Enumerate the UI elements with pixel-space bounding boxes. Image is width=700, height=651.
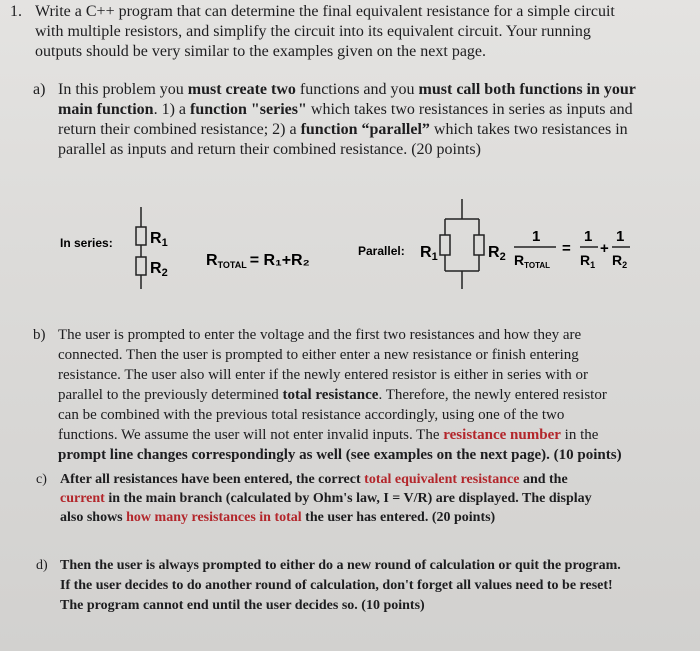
text-span: After all resistances have been entered, the correct bbox=[60, 472, 365, 487]
part-b-line-2: connected. Then the user is prompted to either enter a new resistance or finish entering bbox=[58, 347, 579, 363]
bold-span: function “parallel” bbox=[300, 121, 430, 138]
part-c-text bbox=[60, 470, 695, 527]
denominator-r2: $R_2$ bbox=[612, 252, 628, 270]
question-intro bbox=[35, 2, 695, 62]
numerator-1: 1 bbox=[532, 228, 541, 245]
denominator-rtotal: $R_{TOTAL}$ bbox=[514, 252, 551, 270]
parallel-formula bbox=[514, 228, 630, 270]
series-r1-label: R1 bbox=[150, 230, 168, 249]
text-span: and the bbox=[519, 472, 568, 487]
series-label: In series: bbox=[60, 236, 113, 250]
part-d-line-2: If the user decides to do another round of calculation, don't forget all values need to be reset! bbox=[60, 578, 613, 593]
highlight-span: how many resistances in total bbox=[126, 510, 302, 525]
part-a-line-4: parallel as inputs and return their combined resistance. (20 points) bbox=[58, 141, 481, 158]
bold-span: must create two bbox=[187, 81, 296, 98]
part-c-line-3 bbox=[60, 508, 695, 527]
part-c-line-1 bbox=[60, 470, 695, 489]
series-resistor-symbol bbox=[136, 207, 146, 289]
series-formula: RTOTAL = R₁+R₂ bbox=[206, 252, 310, 270]
resistor-diagram bbox=[0, 185, 700, 315]
text-span: return their combined resistance; 2) a bbox=[58, 121, 301, 138]
text-span: which takes two resistances in bbox=[429, 121, 628, 138]
part-d-line-3: The program cannot end until the user decides so. (10 points) bbox=[60, 598, 425, 613]
denominator-r1: $R_1$ bbox=[580, 252, 596, 270]
parallel-label: Parallel: bbox=[358, 244, 405, 258]
part-b-label: b) bbox=[33, 327, 46, 343]
part-d-line-1: Then the user is always prompted to either do a new round of calculation or quit the program. bbox=[60, 558, 621, 573]
part-a-text bbox=[58, 80, 693, 160]
text-span: parallel to the previously determined bbox=[58, 387, 283, 403]
intro-line-1: Write a C++ program that can determine the final equivalent resistance for a simple circuit bbox=[35, 3, 615, 20]
text-span: in the main branch (calculated by Ohm's law, I = V/R) are displayed. The display bbox=[104, 491, 592, 506]
bold-span: main function bbox=[58, 101, 154, 118]
text-span: also shows bbox=[60, 510, 127, 525]
numerator-1: 1 bbox=[584, 228, 593, 245]
text-span: . 1) a bbox=[153, 101, 191, 118]
question-number: 1. bbox=[10, 3, 22, 20]
part-d-text bbox=[60, 556, 695, 616]
intro-line-3: outputs should be very similar to the examples given on the next page. bbox=[35, 43, 487, 60]
highlight-span: current bbox=[60, 491, 105, 506]
part-a-label: a) bbox=[33, 81, 46, 98]
parallel-r1-label: R1 bbox=[420, 244, 438, 263]
part-d-label: d) bbox=[36, 558, 48, 573]
text-span: functions and you bbox=[295, 81, 419, 98]
text-span: In this problem you bbox=[58, 81, 188, 98]
part-b-line-5: can be combined with the previous total resistance accordingly, using one of the two bbox=[58, 407, 565, 423]
numerator-1: 1 bbox=[616, 228, 625, 245]
bold-span: must call both functions in your bbox=[418, 81, 636, 98]
part-b-line-3: resistance. The user also will enter if the newly entered resistor is either in series with or bbox=[58, 367, 588, 383]
part-b-line-7: prompt line changes correspondingly as well (see examples on the next page). (10 points) bbox=[58, 447, 622, 463]
part-b-line-1: The user is prompted to enter the voltage and the first two resistances and how they are bbox=[58, 327, 582, 343]
part-a-line-3 bbox=[58, 120, 693, 140]
parallel-r2-label: R2 bbox=[488, 244, 506, 263]
text-span: which takes two resistances in series as inputs and bbox=[306, 101, 633, 118]
parallel-resistor-symbol bbox=[440, 199, 484, 289]
plus-sign: + bbox=[600, 240, 609, 257]
part-b-line-4 bbox=[58, 385, 695, 405]
part-a-line-2 bbox=[58, 100, 693, 120]
text-span: functions. We assume the user will not enter invalid inputs. The bbox=[58, 427, 444, 443]
text-span: . Therefore, the newly entered resistor bbox=[378, 387, 607, 403]
intro-line-2: with multiple resistors, and simplify the circuit into its equivalent circuit. Your running bbox=[35, 23, 591, 40]
part-b-text bbox=[58, 325, 695, 465]
part-c-line-2 bbox=[60, 489, 695, 508]
part-b-line-6 bbox=[58, 425, 695, 445]
highlight-span: total equivalent resistance bbox=[364, 472, 520, 487]
text-span: the user has entered. (20 points) bbox=[301, 510, 496, 525]
highlight-span: resistance number bbox=[443, 427, 561, 443]
part-c-label: c) bbox=[36, 472, 47, 487]
text-span: in the bbox=[560, 427, 599, 443]
series-r2-label: R2 bbox=[150, 260, 168, 279]
bold-span: function "series" bbox=[190, 101, 307, 118]
bold-span: total resistance bbox=[282, 387, 379, 403]
equals-sign: = bbox=[562, 240, 571, 257]
part-a-line-1 bbox=[58, 80, 693, 100]
